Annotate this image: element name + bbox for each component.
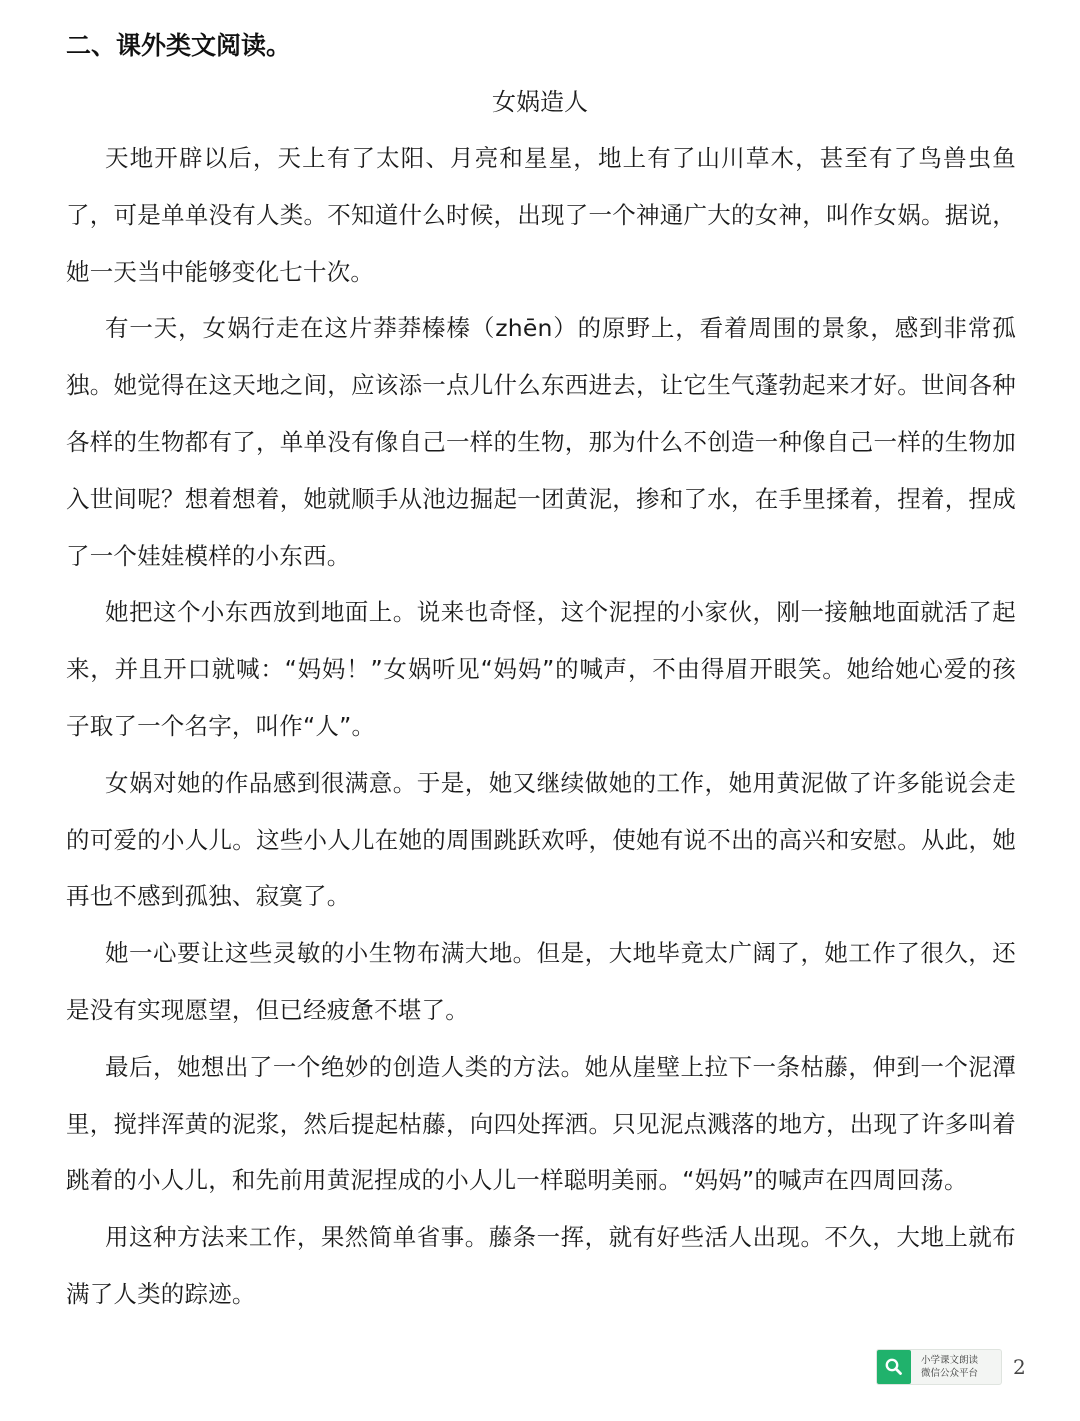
badge-account-name: 小学课文朗读 [921, 1355, 979, 1366]
paragraph-2: 有一天，女娲行走在这片莽莽榛榛（zhēn）的原野上，看着周围的景象，感到非常孤独。她觉得在这天地之间，应该添一点儿什么东西进去，让它生气蓬勃起来才好。世间各种各样的生物都有了，单单没有像自己一样的生物，那为什么不创造一种像自己一样的生物加入世间呢？想着想着，她就顺手从池边掘起一团黄泥，掺和了水，在手里揉着，捏着，捏成了一个娃娃模样的小东西。 [66, 314, 1016, 570]
article-title: 女娲造人 [492, 88, 588, 116]
paragraph-3: 她把这个小东西放到地面上。说来也奇怪，这个泥捏的小家伙，刚一接触地面就活了起来，并且开口就喊：“妈妈！”女娲听见“妈妈”的喊声，不由得眉开眼笑。她给她心爱的孩子取了一个名字，叫作“人”。 [66, 598, 1016, 740]
badge-platform-name: 微信公众平台 [921, 1368, 979, 1379]
paragraph-5: 她一心要让这些灵敏的小生物布满大地。但是，大地毕竟太广阔了，她工作了很久，还是没有实现愿望，但已经疲惫不堪了。 [66, 939, 1016, 1024]
section-heading: 二、课外类文阅读。 [66, 31, 292, 60]
paragraph-7: 用这种方法来工作，果然简单省事。藤条一挥，就有好些活人出现。不久，大地上就布满了人类的踪迹。 [66, 1223, 1016, 1308]
badge-text [911, 1354, 978, 1380]
paragraph-6: 最后，她想出了一个绝妙的创造人类的方法。她从崖壁上拉下一条枯藤，伸到一个泥潭里，搅拌浑黄的泥浆，然后提起枯藤，向四处挥洒。只见泥点溅落的地方，出现了许多叫着跳着的小人儿，和先前用黄泥捏成的小人儿一样聪明美丽。“妈妈”的喊声在四周回荡。 [66, 1052, 1016, 1195]
wechat-account-badge [876, 1349, 1002, 1385]
search-icon [877, 1350, 911, 1384]
paragraph-4: 女娲对她的作品感到很满意。于是，她又继续做她的工作，她用黄泥做了许多能说会走的可爱的小人儿。这些小人儿在她的周围跳跃欢呼，使她有说不出的高兴和安慰。从此，她再也不感到孤独、寂寞了。 [66, 768, 1016, 911]
article-body [66, 130, 1016, 1323]
page-number: 2 [1013, 1355, 1026, 1379]
paragraph-1: 天地开辟以后，天上有了太阳、月亮和星星，地上有了山川草木，甚至有了鸟兽虫鱼了，可是单单没有人类。不知道什么时候，出现了一个神通广大的女神，叫作女娲。据说，她一天当中能够变化七十次。 [66, 144, 1016, 286]
